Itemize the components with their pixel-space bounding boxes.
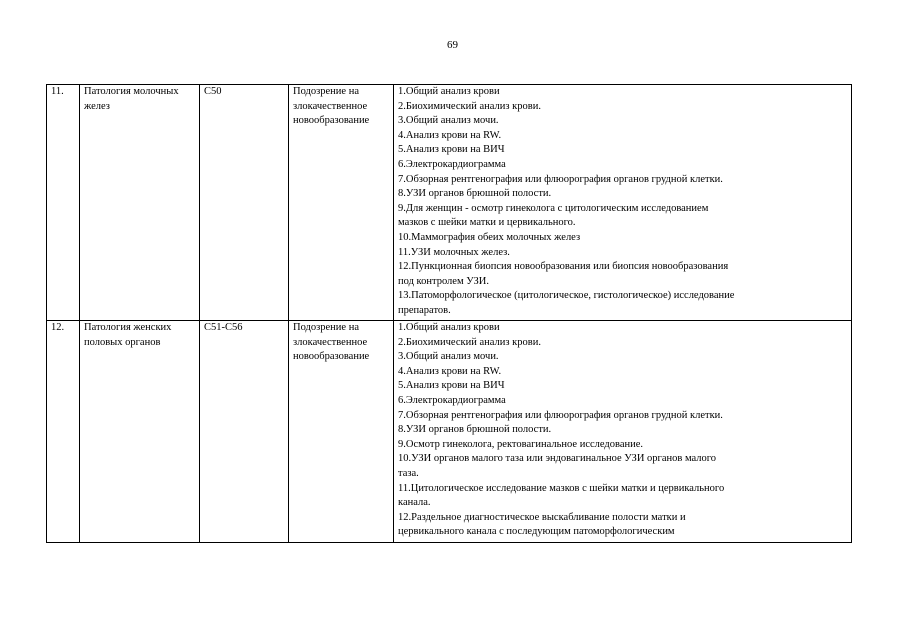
examination-list-cell <box>394 321 852 543</box>
examination-line: 12.Пункционная биопсия новообразования или биопсия новообразования <box>398 261 729 273</box>
examination-line: 3.Общий анализ мочи. <box>398 351 499 363</box>
examination-line: 12.Раздельное диагностическое выскабливание полости матки и <box>398 511 686 523</box>
examination-table <box>46 84 852 543</box>
examination-line: 3.Общий анализ мочи. <box>398 115 499 127</box>
examination-line: цервикального канала с последующим патоморфологическим <box>398 526 675 538</box>
examination-line: 2.Биохимический анализ крови. <box>398 100 541 112</box>
referral-reason-line: Подозрение на <box>293 322 359 333</box>
examination-line: 5.Анализ крови на ВИЧ <box>398 144 505 156</box>
examination-line: 6.Электрокардиограмма <box>398 158 506 170</box>
examination-line: 9.Для женщин - осмотр гинеколога с цитологическим исследованием <box>398 202 709 214</box>
pathology-name-cell <box>80 85 200 321</box>
pathology-name-line: Патология женских <box>84 322 172 333</box>
referral-reason-cell <box>289 321 394 543</box>
icd-code-cell <box>200 321 289 543</box>
referral-reason-line: Подозрение на <box>293 86 359 97</box>
examination-line: 10.УЗИ органов малого таза или эндовагинальное УЗИ органов малого <box>398 453 717 465</box>
examination-line: 11.УЗИ молочных желез. <box>398 246 510 258</box>
examination-line: 4.Анализ крови на RW. <box>398 129 502 141</box>
icd-code: С50 <box>204 86 222 97</box>
row-number-cell <box>47 321 80 543</box>
examination-line: 8.УЗИ органов брюшной полости. <box>398 188 552 200</box>
page-number: 69 <box>447 39 458 51</box>
examination-line: таза. <box>398 467 419 479</box>
examination-line: 13.Патоморфологическое (цитологическое, гистологическое) исследование <box>398 290 735 302</box>
examination-line: 9.Осмотр гинеколога, ректовагинальное исследование. <box>398 438 644 450</box>
table-row <box>47 321 852 543</box>
row-number: 12. <box>51 322 65 333</box>
table-row <box>47 85 852 321</box>
referral-reason-line: новообразование <box>293 351 370 363</box>
icd-code: С51-С56 <box>204 322 243 333</box>
pathology-name-line: желез <box>84 100 110 112</box>
examination-line: мазков с шейки матки и цервикального. <box>398 217 576 229</box>
examination-line: 1.Общий анализ крови <box>398 86 500 97</box>
examination-line: 7.Обзорная рентгенография или флюорография органов грудной клетки. <box>398 173 723 185</box>
pathology-name-cell <box>80 321 200 543</box>
examination-line: 1.Общий анализ крови <box>398 322 500 333</box>
examination-line: 11.Цитологическое исследование мазков с шейки матки и цервикального <box>398 482 725 494</box>
referral-reason-line: злокачественное <box>293 100 368 112</box>
examination-line: канала. <box>398 497 431 509</box>
examination-line: 4.Анализ крови на RW. <box>398 365 502 377</box>
examination-line: препаратов. <box>398 304 451 316</box>
row-number-cell <box>47 85 80 321</box>
examination-line: 10.Маммография обеих молочных желез <box>398 231 581 243</box>
examination-line: 6.Электрокардиограмма <box>398 394 506 406</box>
pathology-name-line: половых органов <box>84 336 161 348</box>
examination-line: 7.Обзорная рентгенография или флюорография органов грудной клетки. <box>398 409 723 421</box>
referral-reason-cell <box>289 85 394 321</box>
referral-reason-line: новообразование <box>293 115 370 127</box>
examination-line: под контролем УЗИ. <box>398 275 489 287</box>
icd-code-cell <box>200 85 289 321</box>
examination-line: 2.Биохимический анализ крови. <box>398 336 541 348</box>
examination-line: 5.Анализ крови на ВИЧ <box>398 380 505 392</box>
examination-line: 8.УЗИ органов брюшной полости. <box>398 424 552 436</box>
pathology-name-line: Патология молочных <box>84 86 179 97</box>
examination-list-cell <box>394 85 852 321</box>
row-number: 11. <box>51 86 64 97</box>
referral-reason-line: злокачественное <box>293 336 368 348</box>
